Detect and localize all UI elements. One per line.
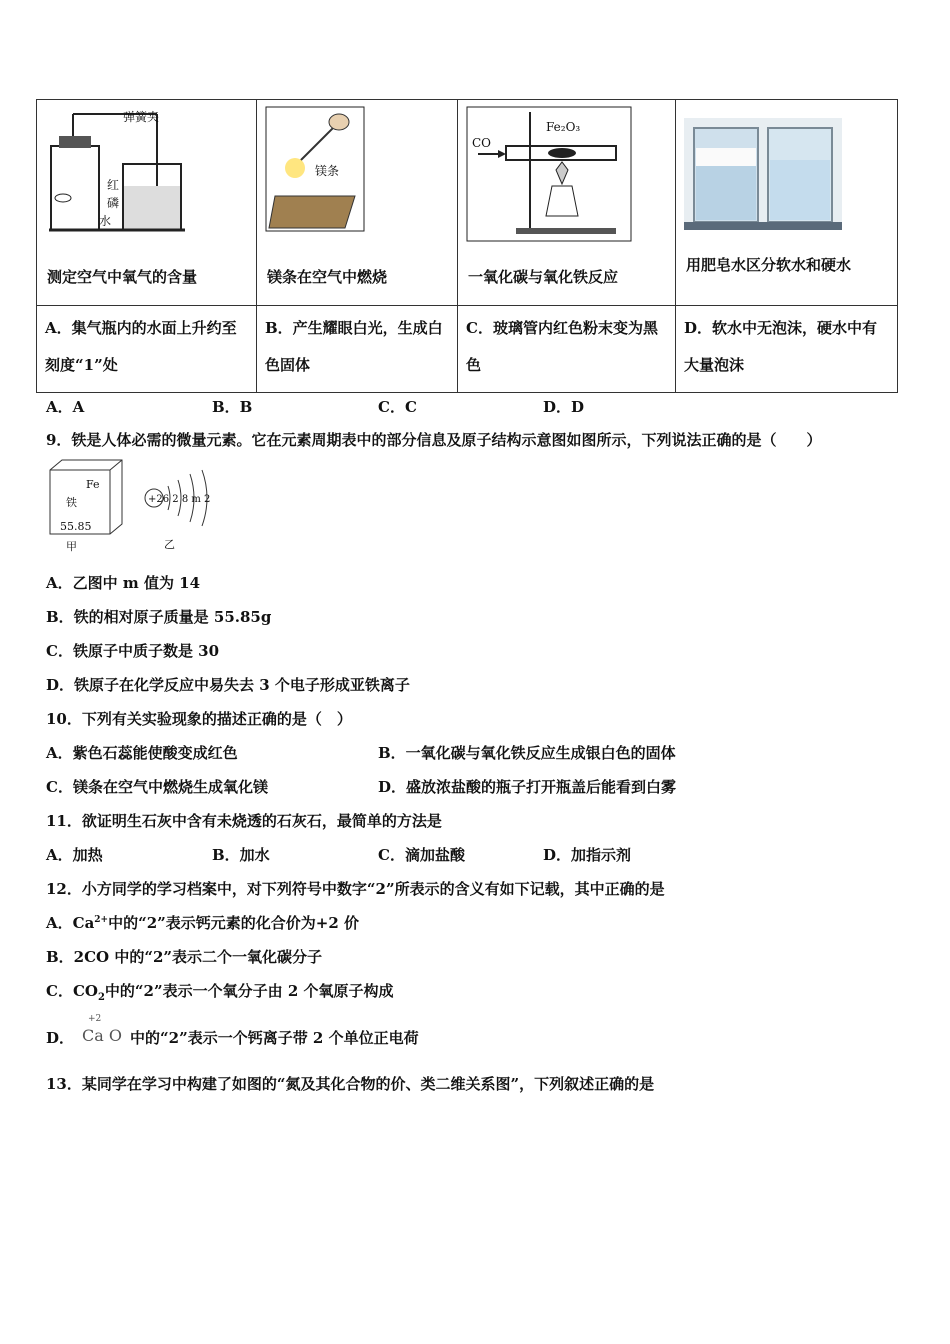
q12-d-valence: +2 (88, 1014, 102, 1024)
q8-option-d: D．D (543, 398, 585, 416)
q12-option-a (46, 912, 359, 933)
q10-option-c: C．镁条在空气中燃烧生成氧化镁 (46, 778, 268, 796)
cell-oxygen-experiment (37, 100, 257, 306)
clamp-label: 弹簧夹 (123, 110, 160, 124)
co-label: CO (472, 136, 492, 150)
caption-soap: 用肥皂水区分软水和硬水 (686, 256, 852, 274)
q12-d-post: 中的“2”表示一个钙离子带 2 个单位正电荷 (130, 1029, 419, 1047)
atom-label: 乙 (164, 538, 175, 551)
atom-numbers: +26 2 8 m 2 (148, 494, 211, 505)
fe-box-label: 甲 (66, 540, 77, 553)
cell-soap-water (676, 100, 898, 306)
q10-option-a: A．紫色石蕊能使酸变成红色 (46, 744, 238, 762)
q9-option-b: B．铁的相对原子质量是 55.85g (46, 608, 272, 626)
fe-symbol: Fe (86, 478, 100, 491)
q11-stem: 11．欲证明生石灰中含有未烧透的石灰石，最简单的方法是 (46, 812, 442, 830)
q9-option-a: A．乙图中 m 值为 14 (46, 574, 201, 592)
q12-stem: 12．小方同学的学习档案中，对下列符号中数字“2”所表示的含义有如下记载，其中正确的是 (46, 880, 665, 898)
q12-c-post: 中的“2”表示一个氧分子由 2 个氧原子构成 (104, 982, 394, 1000)
q13-stem: 13．某同学在学习中构建了如图的“氮及其化合物的价、类二维关系图”，下列叙述正确的是 (46, 1075, 655, 1093)
q12-option-c (46, 980, 394, 1003)
q12-d-formula: Ca O (82, 1026, 122, 1045)
q8-option-c: C．C (378, 398, 417, 416)
q11-option-d: D．加指示剂 (543, 846, 632, 864)
q12-c-pre: C．CO (46, 982, 98, 1000)
q12-option-d-prefix: D． (46, 1029, 75, 1047)
cell-co-reaction (458, 100, 676, 306)
oxygen-apparatus-figure (45, 106, 187, 236)
red-label: 红 (107, 178, 120, 192)
q12-a-pre: A．Ca (46, 914, 95, 932)
fe2o3-label: Fe₂O₃ (546, 120, 581, 134)
fe-mass: 55.85 (60, 520, 92, 533)
q10-option-d: D．盛放浓盐酸的瓶子打开瓶盖后能看到白雾 (378, 778, 677, 796)
q11-option-a: A．加热 (46, 846, 103, 864)
desc-b: B．产生耀眼白光，生成白色固体 (257, 306, 458, 393)
mg-label: 镁条 (315, 164, 340, 178)
q10-stem: 10．下列有关实验现象的描述正确的是（ ） (46, 710, 352, 728)
q9-option-d: D．铁原子在化学反应中易失去 3 个电子形成亚铁离子 (46, 676, 410, 694)
water-label: 水 (99, 214, 112, 228)
phos-label: 磷 (107, 196, 120, 210)
q12-a-post: 中的“2”表示钙元素的化合价为+2 价 (108, 914, 360, 932)
desc-a: A．集气瓶内的水面上升约至刻度“1”处 (37, 306, 257, 393)
desc-c: C．玻璃管内红色粉末变为黑色 (458, 306, 676, 393)
q12-option-b: B．2CO 中的“2”表示二个一氧化碳分子 (46, 948, 323, 966)
q9-stem: 9．铁是人体必需的微量元素。它在元素周期表中的部分信息及原子结构示意图如图所示，下列说法正确的是（ ） (46, 431, 822, 449)
q11-option-b: B．加水 (212, 846, 270, 864)
caption-co: 一氧化碳与氧化铁反应 (468, 268, 619, 286)
q12-a-sup: 2+ (94, 915, 109, 925)
q12-c-sub: 2 (97, 992, 105, 1003)
desc-d: D．软水中无泡沫，硬水中有大量泡沫 (676, 306, 898, 393)
experiment-table (36, 99, 898, 393)
q9-option-c: C．铁原子中质子数是 30 (46, 642, 220, 660)
cell-magnesium-burning (257, 100, 458, 306)
q8-option-a: A．A (46, 398, 85, 416)
soap-water-photo (684, 118, 842, 230)
q10-option-b: B．一氧化碳与氧化铁反应生成银白色的固体 (378, 744, 676, 762)
caption-magnesium: 镁条在空气中燃烧 (267, 268, 388, 286)
caption-oxygen: 测定空气中氧气的含量 (47, 268, 198, 286)
q8-option-b: B．B (212, 398, 253, 416)
fe-name: 铁 (66, 496, 77, 509)
q11-option-c: C．滴加盐酸 (378, 846, 465, 864)
